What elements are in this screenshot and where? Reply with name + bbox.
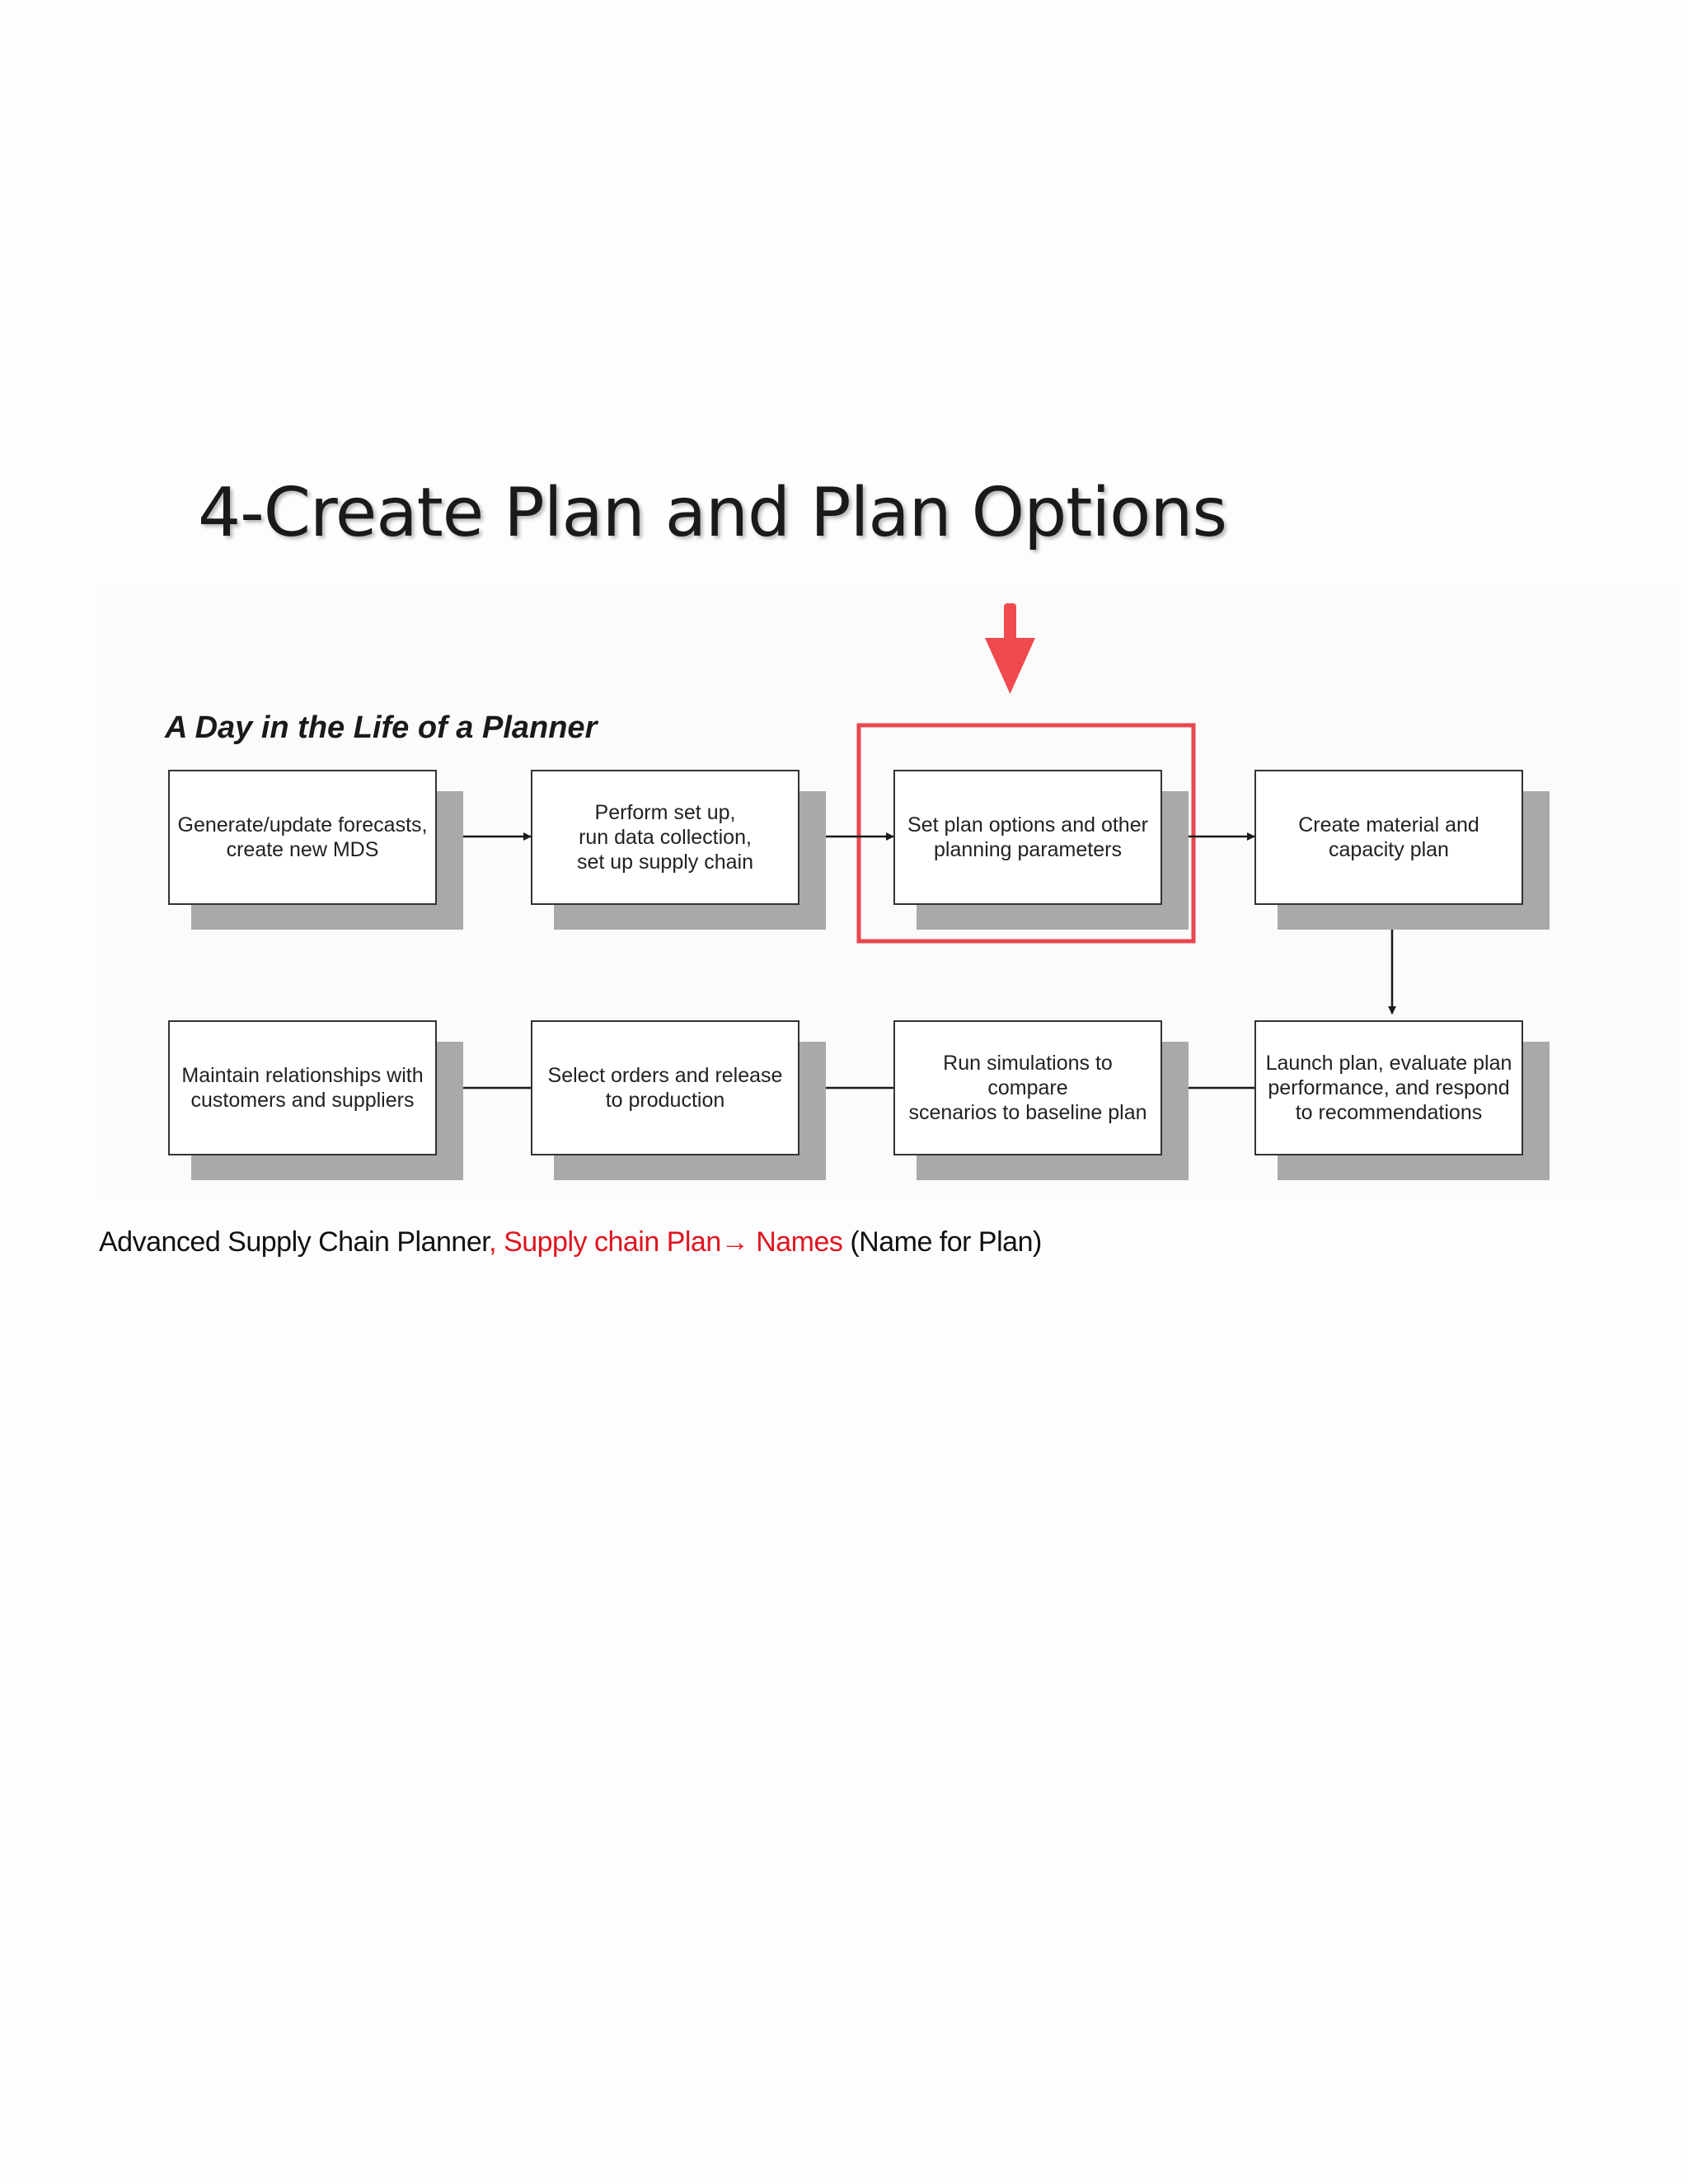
step-select-orders [531,1020,803,1159]
step-maintain-relationships [168,1020,440,1159]
step-label: Launch plan, evaluate plan performance, and respond to recommendations [1265,1052,1512,1124]
step-perform-setup [531,770,803,908]
planner-diagram [97,587,1680,1195]
step-label: Set plan options and other planning parameters [907,813,1148,861]
caption-note: (Name for Plan) [842,1226,1042,1258]
caption-app-name: Advanced Supply Chain Planner [99,1226,490,1258]
caption-menu-item: Names [748,1226,843,1258]
step-label: Select orders and release to production [547,1064,783,1112]
red-down-arrow-icon [985,603,1035,694]
caption-menu-path: , Supply chain Plan [489,1226,721,1258]
slide-title: 4-Create Plan and Plan Options [198,474,1227,552]
step-label: Perform set up, run data collection, set up supply chain [576,801,754,874]
step-set-plan-options [893,770,1165,908]
step-create-material-plan [1254,770,1526,908]
right-arrow-icon: → [720,1226,749,1258]
step-label: Generate/update forecasts, create new MDS [177,813,428,861]
diagram-title: A Day in the Life of a Planner [165,710,598,745]
step-label: Create material and capacity plan [1298,813,1479,861]
step-generate-forecasts [168,770,440,908]
step-run-simulations [893,1020,1165,1159]
navigation-caption [99,1226,1042,1258]
step-label: Run simulations to compare scenarios to baseline plan [908,1052,1147,1124]
step-launch-plan [1254,1020,1526,1159]
step-label: Maintain relationships with customers and suppliers [181,1064,424,1112]
